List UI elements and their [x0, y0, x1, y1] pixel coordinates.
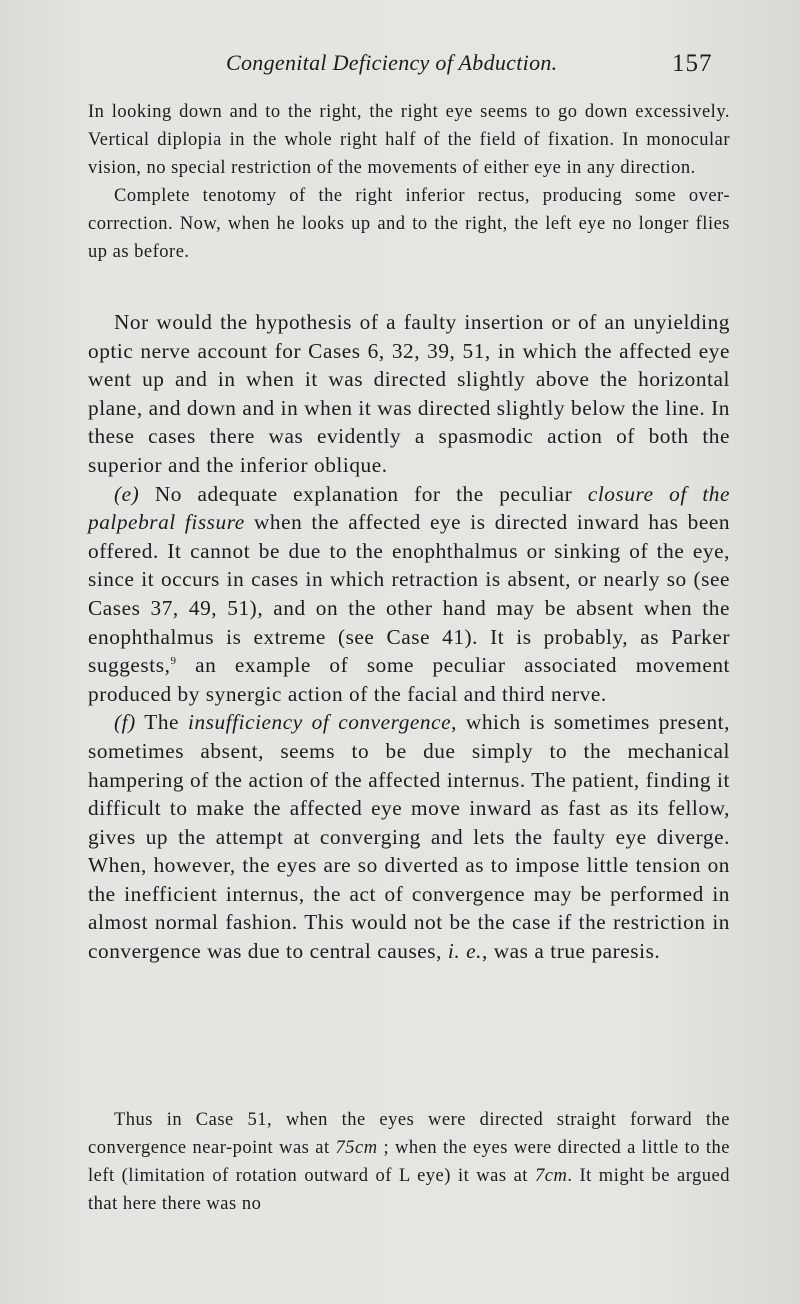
convergence-term: insufficiency of convergence [187, 710, 452, 735]
case-note-paragraph-1: In looking down and to the right, the right eye seems to go down excessively. Vertical diplopia in the whole right half of the field of fixation. In monocular vision, no special restriction of the movements of either eye in any direction. [88, 102, 730, 178]
paragraph-closure-fissure [88, 480, 730, 709]
convergence-post: , which is sometimes present, sometimes absent, seems to be due simply to the mechanical hampering of the action of the affected internus. The patient, finding it difficult to make the affected eye move inward as fast as its fellow, gives up the attempt at converging and lets the faulty eye diverge. When, however, the eyes are so diverted as to impose little tension on the inefficient internus, the act of convergence may be performed in almost normal fashion. This would not be the case if the restriction in convergence was due to central causes, [88, 710, 730, 964]
ie-abbrev: i. e. [447, 939, 482, 964]
value-7cm: 7cm [534, 1166, 568, 1186]
closure-post2: an example of some peculiar associated movement produced by synergic action of the facial and third nerve. [88, 653, 730, 706]
closure-post: when the affected eye is directed inward has been offered. It cannot be due to the enophthalmus or sinking of the eye, since it occurs in cases in which retraction is absent, or nearly so (see Cases 37, 49, 51), and on the other hand may be absent when the enophthalmus is extreme (see Case 41). It is probably, as Parker suggests, [88, 510, 731, 678]
case-note-paragraph-2: Complete tenotomy of the right inferior rectus, producing some over-correction. Now, when he looks up and to the right, the left eye no longer flies up as before. [88, 186, 730, 262]
paragraph-convergence [88, 708, 730, 965]
footnote-ref: 9 [170, 655, 177, 668]
label-e: (e) [114, 481, 140, 506]
closure-term: closure of the palpebral fissure [88, 481, 730, 535]
value-75cm: 75cm [335, 1138, 378, 1158]
paragraph-case-51 [88, 1106, 730, 1218]
case51-post: . It might be argued that here there was no [88, 1166, 731, 1214]
case-51-section [88, 1106, 730, 1218]
case-notes-section [88, 98, 730, 266]
convergence-pre: The [144, 710, 180, 735]
running-title: Congenital Deficiency of Abduction. [226, 50, 558, 75]
case51-pre: Thus in Case 51, when the eyes were directed straight forward the convergence near-point was at [88, 1110, 730, 1158]
page-number: 157 [672, 50, 713, 77]
case51-mid: ; when the eyes were directed a little to the left (limitation of rotation outward of L eye) it was at [88, 1138, 730, 1186]
page-header [0, 46, 800, 86]
paragraph-hypothesis: Nor would the hypothesis of a faulty insertion or of an unyielding optic nerve account for Cases 6, 32, 39, 51, in which the affected eye went up and in when it was directed slightly above the horizontal plane, and down and in when it was directed slightly below the line. In these cases there was evidently a spasmodic action of both the superior and the inferior oblique. [88, 310, 730, 477]
closure-pre: No adequate explanation for the peculiar [154, 481, 573, 506]
label-f: (f) [114, 710, 136, 735]
convergence-post2: , was a true paresis. [481, 939, 661, 964]
main-text-section [88, 308, 730, 966]
